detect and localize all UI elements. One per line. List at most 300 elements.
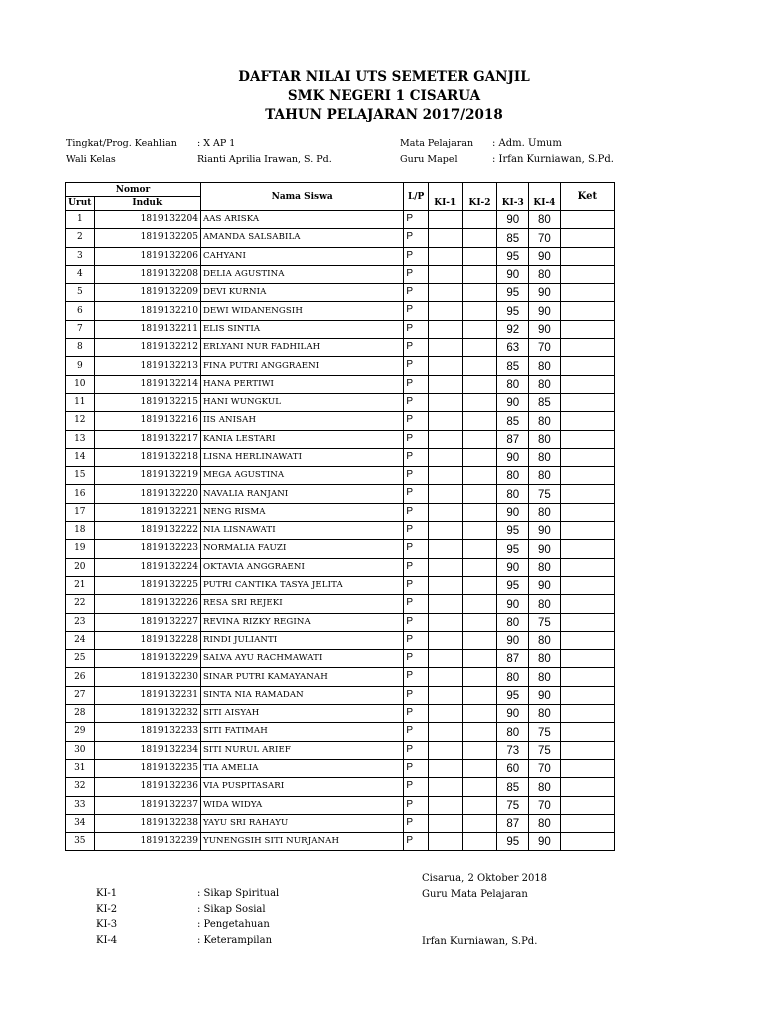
row-ket — [560, 686, 614, 704]
row-gender: P — [404, 796, 429, 814]
row-ki4: 80 — [529, 375, 561, 393]
row-urut: 13 — [66, 430, 95, 448]
row-ki1 — [428, 393, 462, 411]
row-student-name: DEWI WIDANENGSIH — [200, 302, 403, 320]
row-ket — [560, 558, 614, 576]
row-ki2 — [462, 375, 497, 393]
row-ki3: 90 — [497, 595, 529, 613]
academic-year: TAHUN PELAJARAN 2017/2018 — [265, 107, 503, 123]
row-ki1 — [428, 650, 462, 668]
row-ki3: 95 — [497, 302, 529, 320]
table-row — [66, 229, 615, 247]
header-ki2-top — [462, 183, 497, 197]
row-urut: 4 — [66, 265, 95, 283]
row-student-name: HANA PERTIWI — [200, 375, 403, 393]
row-ket — [560, 211, 614, 229]
row-urut: 34 — [66, 814, 95, 832]
row-ki2 — [462, 503, 497, 521]
row-student-name: VIA PUSPITASARI — [200, 778, 403, 796]
row-ki3: 95 — [497, 284, 529, 302]
row-urut: 26 — [66, 668, 95, 686]
row-ki2 — [462, 320, 497, 338]
row-ki2 — [462, 686, 497, 704]
row-urut: 32 — [66, 778, 95, 796]
row-gender: P — [404, 814, 429, 832]
row-ki1 — [428, 558, 462, 576]
table-row — [66, 686, 615, 704]
row-student-name: SITI NURUL ARIEF — [200, 741, 403, 759]
row-ki3: 95 — [497, 576, 529, 594]
header-ki4: KI-4 — [529, 197, 561, 211]
row-ki3: 63 — [497, 339, 529, 357]
row-gender: P — [404, 705, 429, 723]
grades-table — [65, 182, 615, 851]
row-ket — [560, 705, 614, 723]
row-student-name: PUTRI CANTIKA TASYA JELITA — [200, 576, 403, 594]
legend-descriptions — [197, 886, 279, 948]
wali-label: Wali Kelas — [66, 154, 116, 165]
legend-codes — [96, 886, 117, 948]
table-row — [66, 778, 615, 796]
row-ket — [560, 540, 614, 558]
row-induk: 1819132206 — [94, 247, 200, 265]
row-ki3: 80 — [497, 485, 529, 503]
row-ki1 — [428, 631, 462, 649]
legend-desc: : Sikap Sosial — [197, 903, 266, 915]
row-ket — [560, 467, 614, 485]
row-ki1 — [428, 211, 462, 229]
row-ki3: 80 — [497, 668, 529, 686]
row-induk: 1819132232 — [94, 705, 200, 723]
row-ki1 — [428, 503, 462, 521]
school-name: SMK NEGERI 1 CISARUA — [287, 88, 481, 104]
legend-code: KI-2 — [96, 903, 118, 915]
row-ki2 — [462, 613, 497, 631]
row-ki2 — [462, 485, 497, 503]
table-row — [66, 284, 615, 302]
row-urut: 22 — [66, 595, 95, 613]
row-ki1 — [428, 796, 462, 814]
row-student-name: SITI FATIMAH — [200, 723, 403, 741]
row-induk: 1819132231 — [94, 686, 200, 704]
row-gender: P — [404, 631, 429, 649]
row-ki4: 80 — [529, 265, 561, 283]
row-induk: 1819132229 — [94, 650, 200, 668]
legend-code: KI-3 — [96, 919, 118, 930]
signature-role: Guru Mata Pelajaran — [422, 889, 528, 900]
row-induk: 1819132220 — [94, 485, 200, 503]
row-ki1 — [428, 357, 462, 375]
table-row — [66, 339, 615, 357]
row-ket — [560, 448, 614, 466]
row-ki2 — [462, 393, 497, 411]
row-ki2 — [462, 778, 497, 796]
row-induk: 1819132239 — [94, 833, 200, 851]
row-gender: P — [404, 284, 429, 302]
row-student-name: CAHYANI — [200, 247, 403, 265]
row-gender: P — [404, 302, 429, 320]
table-row — [66, 448, 615, 466]
header-nomor: Nomor — [66, 183, 201, 197]
row-ki1 — [428, 833, 462, 851]
row-student-name: OKTAVIA ANGGRAENI — [200, 558, 403, 576]
row-ki3: 90 — [497, 448, 529, 466]
row-induk: 1819132225 — [94, 576, 200, 594]
table-row — [66, 503, 615, 521]
row-induk: 1819132216 — [94, 412, 200, 430]
row-urut: 31 — [66, 759, 95, 777]
row-induk: 1819132238 — [94, 814, 200, 832]
row-urut: 6 — [66, 302, 95, 320]
wali-value: Rianti Aprilia Irawan, S. Pd. — [197, 154, 332, 165]
table-row — [66, 613, 615, 631]
row-student-name: TIA AMELIA — [200, 759, 403, 777]
row-ki4: 80 — [529, 211, 561, 229]
row-ki2 — [462, 759, 497, 777]
row-ki1 — [428, 375, 462, 393]
row-student-name: YUNENGSIH SITI NURJANAH — [200, 833, 403, 851]
row-ket — [560, 357, 614, 375]
row-ki2 — [462, 631, 497, 649]
row-ki1 — [428, 741, 462, 759]
row-urut: 28 — [66, 705, 95, 723]
row-induk: 1819132226 — [94, 595, 200, 613]
row-ki1 — [428, 595, 462, 613]
table-row — [66, 485, 615, 503]
row-student-name: DEVI KURNIA — [200, 284, 403, 302]
row-ki2 — [462, 265, 497, 283]
row-induk: 1819132212 — [94, 339, 200, 357]
table-row — [66, 375, 615, 393]
table-row — [66, 705, 615, 723]
row-ket — [560, 284, 614, 302]
row-ki3: 85 — [497, 412, 529, 430]
row-induk: 1819132228 — [94, 631, 200, 649]
row-ki2 — [462, 522, 497, 540]
row-ki2 — [462, 796, 497, 814]
row-ki1 — [428, 448, 462, 466]
row-ki4: 80 — [529, 558, 561, 576]
row-ki1 — [428, 412, 462, 430]
table-row — [66, 595, 615, 613]
row-urut: 16 — [66, 485, 95, 503]
row-urut: 11 — [66, 393, 95, 411]
row-ki3: 90 — [497, 265, 529, 283]
row-ki1 — [428, 485, 462, 503]
document-title-block — [0, 68, 768, 125]
row-ki3: 90 — [497, 211, 529, 229]
row-ki3: 95 — [497, 833, 529, 851]
row-ki1 — [428, 668, 462, 686]
row-ket — [560, 339, 614, 357]
row-ki2 — [462, 705, 497, 723]
row-ket — [560, 833, 614, 851]
row-ki1 — [428, 686, 462, 704]
row-induk: 1819132233 — [94, 723, 200, 741]
tingkat-value: : X AP 1 — [197, 138, 236, 149]
row-urut: 10 — [66, 375, 95, 393]
row-induk: 1819132236 — [94, 778, 200, 796]
row-ket — [560, 723, 614, 741]
row-gender: P — [404, 741, 429, 759]
row-ki2 — [462, 247, 497, 265]
row-student-name: HANI WUNGKUL — [200, 393, 403, 411]
row-ki3: 90 — [497, 393, 529, 411]
row-induk: 1819132213 — [94, 357, 200, 375]
row-ket — [560, 430, 614, 448]
row-ket — [560, 778, 614, 796]
mapel-value: : Adm. Umum — [492, 138, 562, 149]
legend-code: KI-1 — [96, 888, 118, 899]
row-ki4: 80 — [529, 503, 561, 521]
row-ki4: 90 — [529, 247, 561, 265]
row-student-name: NIA LISNAWATI — [200, 522, 403, 540]
row-ki1 — [428, 576, 462, 594]
row-ki4: 80 — [529, 595, 561, 613]
row-ki4: 90 — [529, 833, 561, 851]
row-ki2 — [462, 302, 497, 320]
row-induk: 1819132230 — [94, 668, 200, 686]
table-row — [66, 393, 615, 411]
row-ki1 — [428, 759, 462, 777]
info-right-labels — [400, 136, 473, 168]
row-gender: P — [404, 375, 429, 393]
row-ki4: 75 — [529, 613, 561, 631]
header-ki1-top — [428, 183, 462, 197]
row-urut: 14 — [66, 448, 95, 466]
row-gender: P — [404, 448, 429, 466]
table-row — [66, 650, 615, 668]
row-gender: P — [404, 320, 429, 338]
row-student-name: FINA PUTRI ANGGRAENI — [200, 357, 403, 375]
legend-code: KI-4 — [96, 934, 118, 946]
row-ki4: 90 — [529, 540, 561, 558]
row-gender: P — [404, 229, 429, 247]
row-ki3: 60 — [497, 759, 529, 777]
row-gender: P — [404, 686, 429, 704]
row-ket — [560, 613, 614, 631]
row-student-name: YAYU SRI RAHAYU — [200, 814, 403, 832]
row-student-name: ERLYANI NUR FADHILAH — [200, 339, 403, 357]
row-gender: P — [404, 467, 429, 485]
header-lp: L/P — [404, 183, 429, 211]
row-induk: 1819132209 — [94, 284, 200, 302]
row-ki3: 80 — [497, 375, 529, 393]
row-urut: 30 — [66, 741, 95, 759]
row-ket — [560, 595, 614, 613]
row-ki4: 70 — [529, 339, 561, 357]
row-induk: 1819132221 — [94, 503, 200, 521]
row-ki1 — [428, 778, 462, 796]
row-ki2 — [462, 211, 497, 229]
table-row — [66, 430, 615, 448]
row-urut: 8 — [66, 339, 95, 357]
row-ki3: 92 — [497, 320, 529, 338]
row-induk: 1819132208 — [94, 265, 200, 283]
row-student-name: NENG RISMA — [200, 503, 403, 521]
row-ket — [560, 503, 614, 521]
row-ket — [560, 631, 614, 649]
row-gender: P — [404, 595, 429, 613]
signature-name: Irfan Kurniawan, S.Pd. — [422, 936, 538, 947]
row-ki2 — [462, 558, 497, 576]
row-student-name: SALVA AYU RACHMAWATI — [200, 650, 403, 668]
row-ki4: 75 — [529, 723, 561, 741]
guru-value: : Irfan Kurniawan, S.Pd. — [492, 154, 614, 165]
row-urut: 5 — [66, 284, 95, 302]
table-row — [66, 522, 615, 540]
row-student-name: MEGA AGUSTINA — [200, 467, 403, 485]
row-ki1 — [428, 320, 462, 338]
table-row — [66, 741, 615, 759]
row-urut: 20 — [66, 558, 95, 576]
row-ket — [560, 741, 614, 759]
row-induk: 1819132215 — [94, 393, 200, 411]
row-gender: P — [404, 650, 429, 668]
tingkat-label: Tingkat/Prog. Keahlian — [66, 138, 177, 149]
row-gender: P — [404, 247, 429, 265]
row-student-name: IIS ANISAH — [200, 412, 403, 430]
table-row — [66, 540, 615, 558]
legend-desc: : Pengetahuan — [197, 919, 270, 930]
table-row — [66, 631, 615, 649]
row-ki4: 80 — [529, 467, 561, 485]
row-ki4: 80 — [529, 357, 561, 375]
row-ki2 — [462, 430, 497, 448]
row-urut: 23 — [66, 613, 95, 631]
row-ki4: 80 — [529, 814, 561, 832]
row-ki4: 80 — [529, 448, 561, 466]
row-student-name: AAS ARISKA — [200, 211, 403, 229]
table-row — [66, 759, 615, 777]
row-urut: 29 — [66, 723, 95, 741]
row-ki2 — [462, 339, 497, 357]
info-left-values — [197, 136, 332, 168]
header-ket: Ket — [560, 183, 614, 211]
row-ki2 — [462, 723, 497, 741]
table-row — [66, 833, 615, 851]
table-row — [66, 211, 615, 229]
row-ki2 — [462, 284, 497, 302]
row-student-name: LISNA HERLINAWATI — [200, 448, 403, 466]
row-ki4: 90 — [529, 686, 561, 704]
row-student-name: RINDI JULIANTI — [200, 631, 403, 649]
row-ket — [560, 247, 614, 265]
row-ki3: 95 — [497, 247, 529, 265]
row-ki1 — [428, 723, 462, 741]
row-induk: 1819132218 — [94, 448, 200, 466]
row-urut: 25 — [66, 650, 95, 668]
row-ki2 — [462, 650, 497, 668]
row-ki4: 80 — [529, 705, 561, 723]
row-gender: P — [404, 759, 429, 777]
row-gender: P — [404, 412, 429, 430]
row-induk: 1819132227 — [94, 613, 200, 631]
row-ki1 — [428, 522, 462, 540]
row-ket — [560, 229, 614, 247]
row-ki4: 80 — [529, 631, 561, 649]
table-row — [66, 412, 615, 430]
header-nama: Nama Siswa — [200, 183, 403, 211]
row-induk: 1819132234 — [94, 741, 200, 759]
row-ki3: 95 — [497, 522, 529, 540]
row-urut: 7 — [66, 320, 95, 338]
row-gender: P — [404, 357, 429, 375]
row-urut: 12 — [66, 412, 95, 430]
row-ki3: 90 — [497, 631, 529, 649]
row-gender: P — [404, 540, 429, 558]
row-student-name: AMANDA SALSABILA — [200, 229, 403, 247]
row-ket — [560, 265, 614, 283]
row-urut: 35 — [66, 833, 95, 851]
row-ket — [560, 485, 614, 503]
row-ket — [560, 522, 614, 540]
row-student-name: NORMALIA FAUZI — [200, 540, 403, 558]
table-row — [66, 357, 615, 375]
row-induk: 1819132211 — [94, 320, 200, 338]
header-urut: Urut — [66, 197, 95, 211]
row-ki2 — [462, 540, 497, 558]
info-right-values — [492, 136, 614, 168]
row-ki2 — [462, 741, 497, 759]
row-ki4: 75 — [529, 485, 561, 503]
row-student-name: RESA SRI REJEKI — [200, 595, 403, 613]
row-gender: P — [404, 522, 429, 540]
row-ki2 — [462, 668, 497, 686]
table-row — [66, 302, 615, 320]
row-ki4: 75 — [529, 741, 561, 759]
row-ki1 — [428, 613, 462, 631]
row-ki4: 70 — [529, 759, 561, 777]
row-ki2 — [462, 229, 497, 247]
row-ki3: 87 — [497, 650, 529, 668]
row-gender: P — [404, 485, 429, 503]
row-induk: 1819132237 — [94, 796, 200, 814]
row-ket — [560, 650, 614, 668]
header-ki3: KI-3 — [497, 197, 529, 211]
info-left-labels — [66, 136, 177, 168]
row-student-name: NAVALIA RANJANI — [200, 485, 403, 503]
row-ki4: 80 — [529, 778, 561, 796]
row-ki3: 87 — [497, 430, 529, 448]
row-ki4: 85 — [529, 393, 561, 411]
row-urut: 21 — [66, 576, 95, 594]
row-student-name: WIDA WIDYA — [200, 796, 403, 814]
row-ki1 — [428, 229, 462, 247]
header-ki2: KI-2 — [462, 197, 497, 211]
row-ket — [560, 320, 614, 338]
table-row — [66, 265, 615, 283]
row-ki4: 70 — [529, 796, 561, 814]
row-student-name: SITI AISYAH — [200, 705, 403, 723]
table-row — [66, 576, 615, 594]
row-ki3: 90 — [497, 503, 529, 521]
row-ki4: 80 — [529, 668, 561, 686]
row-induk: 1819132205 — [94, 229, 200, 247]
row-ki3: 80 — [497, 613, 529, 631]
row-ki4: 80 — [529, 650, 561, 668]
row-ki2 — [462, 576, 497, 594]
row-ki1 — [428, 705, 462, 723]
row-induk: 1819132235 — [94, 759, 200, 777]
row-gender: P — [404, 833, 429, 851]
row-urut: 24 — [66, 631, 95, 649]
row-student-name: SINTA NIA RAMADAN — [200, 686, 403, 704]
row-student-name: SINAR PUTRI KAMAYANAH — [200, 668, 403, 686]
row-ki4: 90 — [529, 522, 561, 540]
row-ki1 — [428, 284, 462, 302]
row-ket — [560, 375, 614, 393]
